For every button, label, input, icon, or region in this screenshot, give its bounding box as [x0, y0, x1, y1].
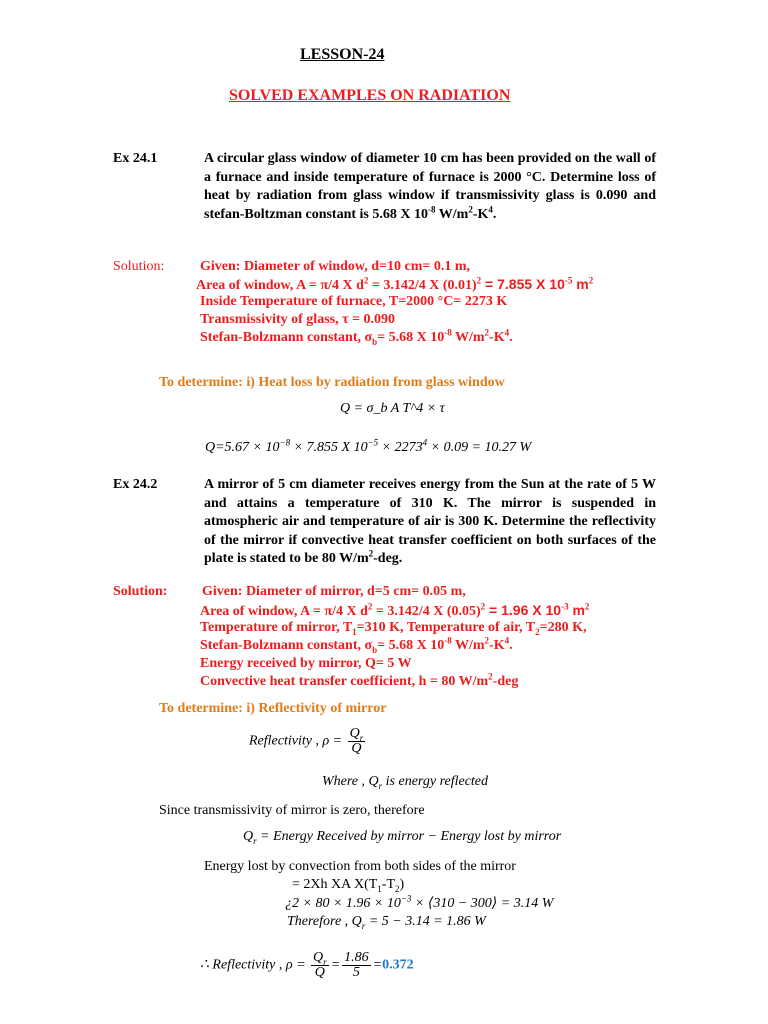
ex2-problem: A mirror of 5 cm diameter receives energy from the Sun at the rate of 5 W and attains a temperature of 310 K. The mirror is suspended in atmospheric air and temperature of air is 300 K. Determine the reflectivity of the mirror if convective heat transfer coefficient on both surfaces of the plate is stated to be 80 $W/m^2$-deg. — [204, 477, 656, 566]
ex2-convective: Convective heat transfer coefficient, h = 80 $W/m^2$-deg — [200, 671, 519, 689]
ex1-solution-label: Solution: — [113, 259, 165, 274]
ex2-qr-equation: $Q_r$ = Energy Received by mirror − Energy lost by mirror — [243, 829, 562, 846]
ex2-therefore: Therefore , $Q_r = 5 - 3.14 = 1.86$ W — [287, 914, 486, 931]
ex1-stefan: Stefan-Bolzmann constant, $\sigma_b= 5.68$ X $10^{-8}$ $W/m^2-K^4$. — [200, 327, 513, 347]
ex2-energy: Energy received by mirror, Q= 5 W — [200, 656, 412, 671]
ex1-transmissivity: Transmissivity of glass, τ = 0.090 — [200, 312, 396, 327]
ex2-stefan: Stefan-Bolzmann constant, $\sigma_b= 5.68$ X $10^{-8}$ $W/m^2-K^4$. — [200, 635, 513, 655]
ex2-reflectivity-definition: Reflectivity , ρ = $\frac{Q_r}{Q}$ — [249, 726, 364, 756]
final-answer: 0.372 — [382, 957, 414, 973]
ex1-problem: A circular glass window of diameter 10 cm has been provided on the wall of a furnace and inside temperature of furnace is 2000 °C. Determine loss of heat by radiation from glass window if transmissivity glass is 0.090 and stefan-Boltzman constant is 5.68 X $10^{-8}$ $W/m^2-K^4$. — [204, 151, 656, 222]
section-title: SOLVED EXAMPLES ON RADIATION — [229, 87, 511, 104]
ex1-to-determine: To determine: i) Heat loss by radiation from glass window — [159, 375, 505, 390]
ex1-calculation: $Q=5.67 \times 10^{-8} \times 7.855$ X $10^{-5} \times 2273^4 \times 0.09 = 10.27$ W — [205, 437, 532, 455]
lesson-title: LESSON-24 — [300, 46, 385, 63]
ex2-area: Area of window, A = π/4 X $d^2 = 3.142/4$ X $(0.05)^2 = 1.96$ X $10^{-3}$ $m^2$ — [200, 601, 590, 619]
ex2-label: Ex 24.2 — [113, 477, 158, 492]
ex2-solution-label: Solution: — [113, 584, 168, 599]
ex2-lost-line: Energy lost by convection from both sides of the mirror — [204, 859, 516, 874]
ex1-area: Area of window, A = π/4 X $d^2 = 3.142/4$ X $(0.01)^2 = 7.855$ X $10^{-5}$ $m^2$ — [196, 275, 594, 293]
ex1-formula: Q = σ_b A T^4 × τ — [340, 401, 445, 416]
ex2-final-reflectivity: ∴ Reflectivity , ρ = $\frac{Q_r}{Q}$ = $\frac{1.86}{5}$ =0.372 — [200, 950, 414, 980]
ex2-to-determine: To determine: i) Reflectivity of mirror — [159, 701, 387, 716]
ex2-given: Given: Diameter of mirror, d=5 cm= 0.05 m, — [202, 584, 466, 599]
ex1-given: Given: Diameter of window, d=10 cm= 0.1 m, — [200, 259, 471, 274]
ex2-temps: Temperature of mirror, $T_1=310$ K, Temperature of air, $T_2=280$ K, — [200, 620, 587, 637]
ex1-label: Ex 24.1 — [113, 151, 158, 166]
ex2-since: Since transmissivity of mirror is zero, therefore — [159, 803, 425, 818]
ex1-temp: Inside Temperature of furnace, T=2000 °C= 2273 K — [200, 294, 508, 309]
ex2-eq-line: = 2Xh XA $X(T_1-T_2)$ — [292, 877, 405, 894]
ex2-where: Where , $Q_r$ is energy reflected — [322, 774, 489, 791]
ex2-calc-line: ¿$2 \times 80 \times 1.96 \times 10^{-3}$ × ⟨310 − 300⟩ = 3.14 W — [285, 893, 554, 911]
